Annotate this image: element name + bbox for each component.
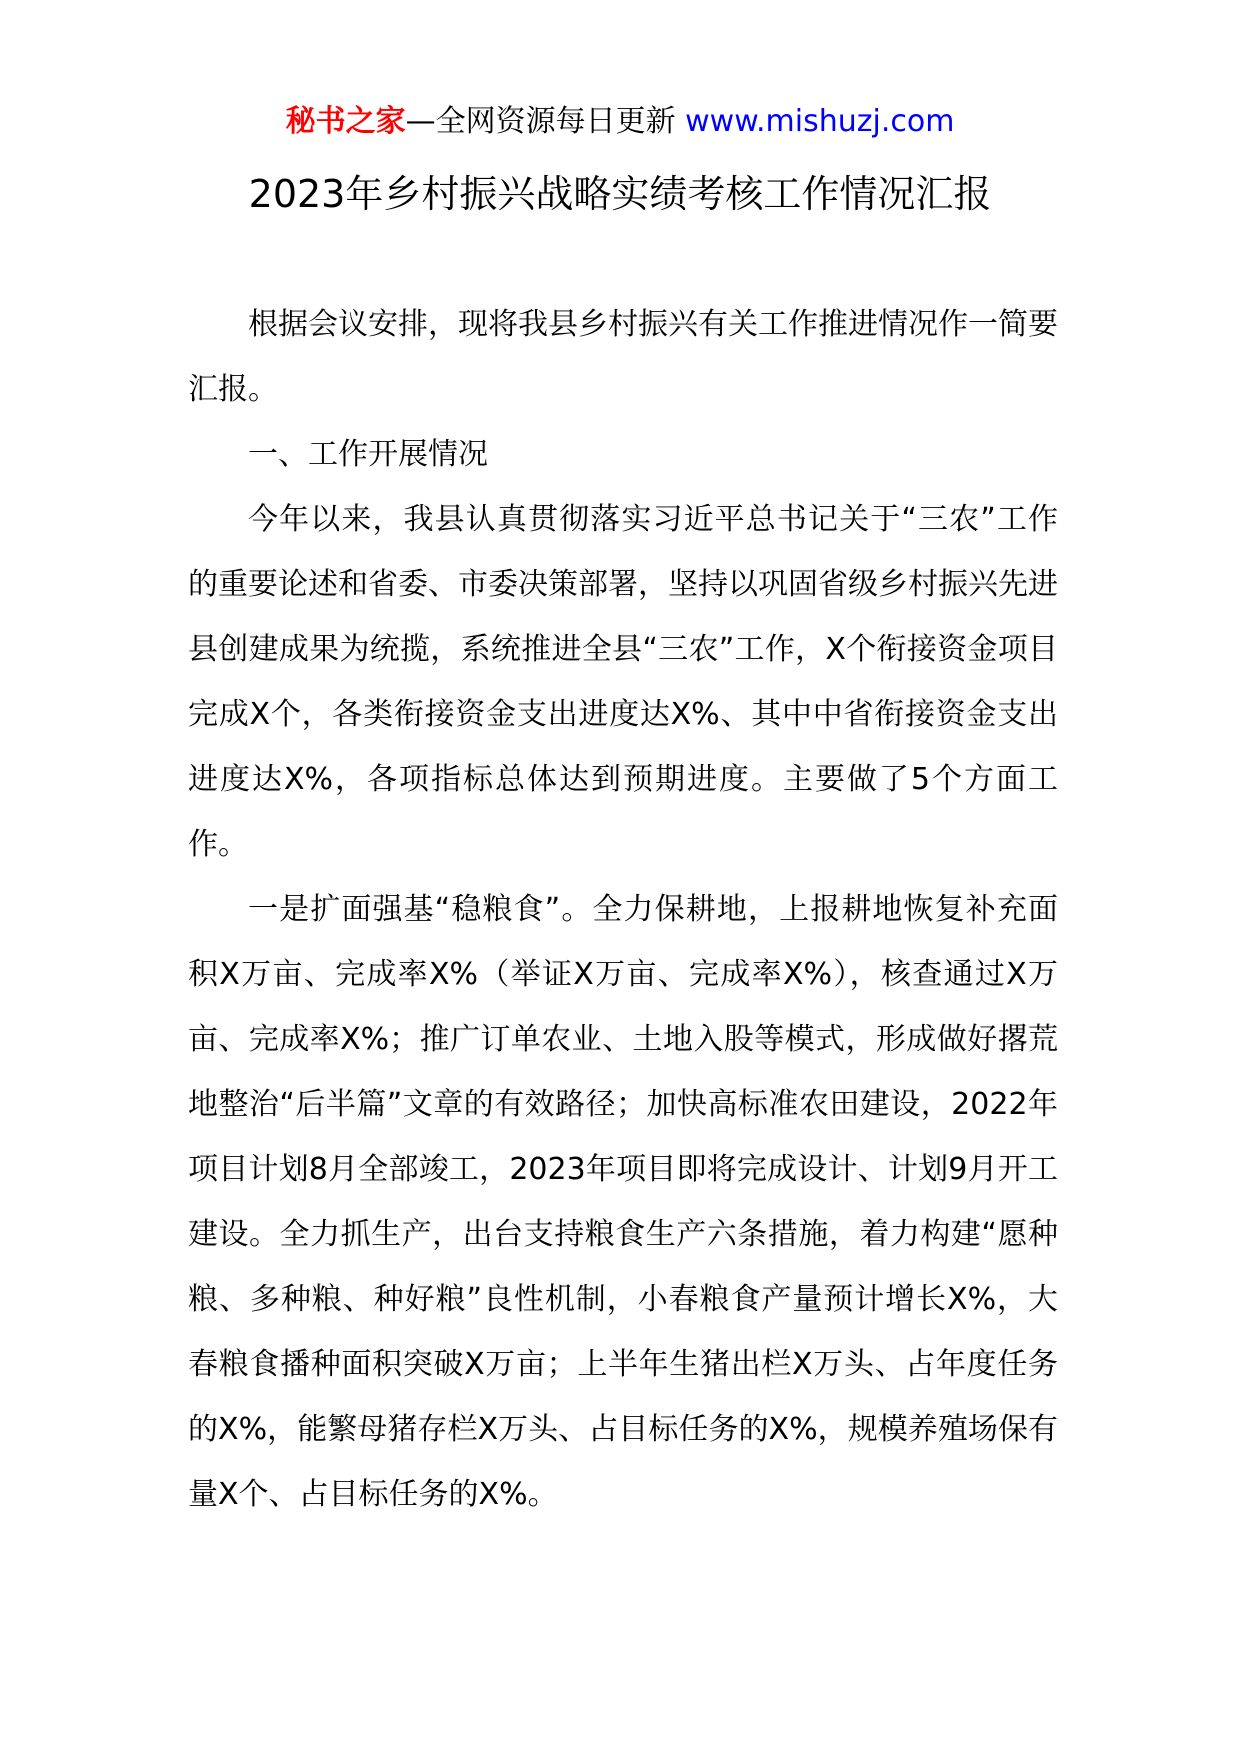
site-url-link[interactable]: www.mishuzj.com	[685, 104, 955, 139]
section-heading: 一、工作开展情况	[248, 437, 488, 472]
document-body	[188, 292, 1058, 1527]
site-brand: 秘书之家	[285, 104, 406, 139]
site-slogan: —全网资源每日更新	[405, 104, 676, 139]
document-title: 2023年乡村振兴战略实绩考核工作情况汇报	[248, 172, 992, 216]
site-header	[0, 100, 1240, 144]
paragraph-overview: 今年以来，我县认真贯彻落实习近平总书记关于“三农”工作的重要论述和省委、市委决策部署，坚持以巩固省级乡村振兴先进县创建成果为统揽，系统推进全县“三农”工作，X个衔接资金项目完成X个，各类衔接资金支出进度达X%、其中中省衔接资金支出进度达X%，各项指标总体达到预期进度。主要做了5个方面工作。	[188, 502, 1058, 862]
paragraph-intro: 根据会议安排，现将我县乡村振兴有关工作推进情况作一简要汇报。	[188, 307, 1058, 407]
paragraph-grain: 一是扩面强基“稳粮食”。全力保耕地，上报耕地恢复补充面积X万亩、完成率X%（举证X万亩、完成率X%），核查通过X万亩、完成率X%；推广订单农业、土地入股等模式，形成做好撂荒地整治“后半篇”文章的有效路径；加快高标准农田建设，2022年项目计划8月全部竣工，2023年项目即将完成设计、计划9月开工建设。全力抓生产，出台支持粮食生产六条措施，着力构建“愿种粮、多种粮、种好粮”良性机制，小春粮食产量预计增长X%，大春粮食播种面积突破X万亩；上半年生猪出栏X万头、占年度任务的X%，能繁母猪存栏X万头、占目标任务的X%，规模养殖场保有量X个、占目标任务的X%。	[188, 892, 1058, 1512]
